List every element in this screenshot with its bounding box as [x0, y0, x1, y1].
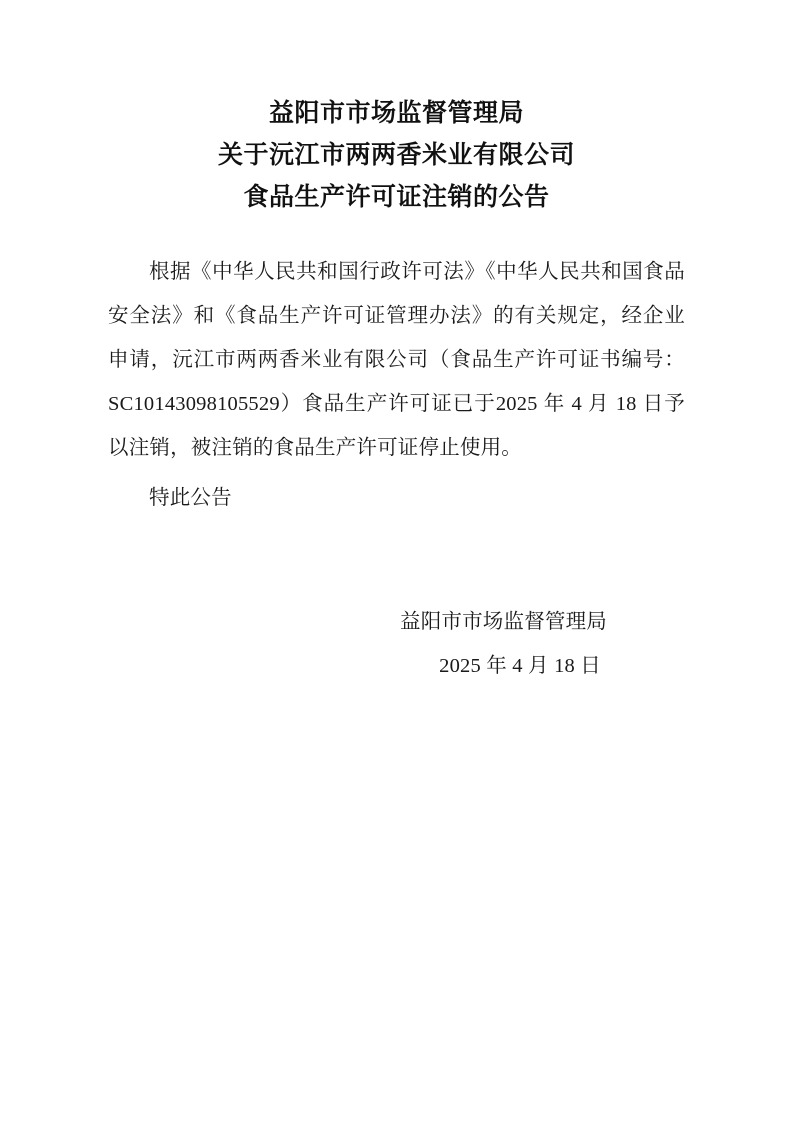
signature-block	[108, 600, 685, 688]
title-line-3: 食品生产许可证注销的公告	[243, 182, 550, 211]
signature-issuer: 益阳市市场监督管理局	[400, 611, 607, 633]
body-paragraph-2: 特此公告	[149, 487, 232, 509]
title-line-1: 益阳市市场监督管理局	[268, 98, 524, 127]
document-body	[108, 250, 685, 520]
page-title	[108, 92, 685, 218]
title-line-2: 关于沅江市两两香米业有限公司	[217, 140, 575, 169]
body-paragraph-1: 根据《中华人民共和国行政许可法》《中华人民共和国食品安全法》和《食品生产许可证管理办法》的有关规定，经企业申请，沅江市两两香米业有限公司（食品生产许可证书编号：SC10143098105529）食品生产许可证已于2025 年 4 月 18 日予以注销，被注销的食品生产许可证停止使用。	[108, 261, 685, 459]
signature-date: 2025 年 4 月 18 日	[439, 655, 601, 677]
